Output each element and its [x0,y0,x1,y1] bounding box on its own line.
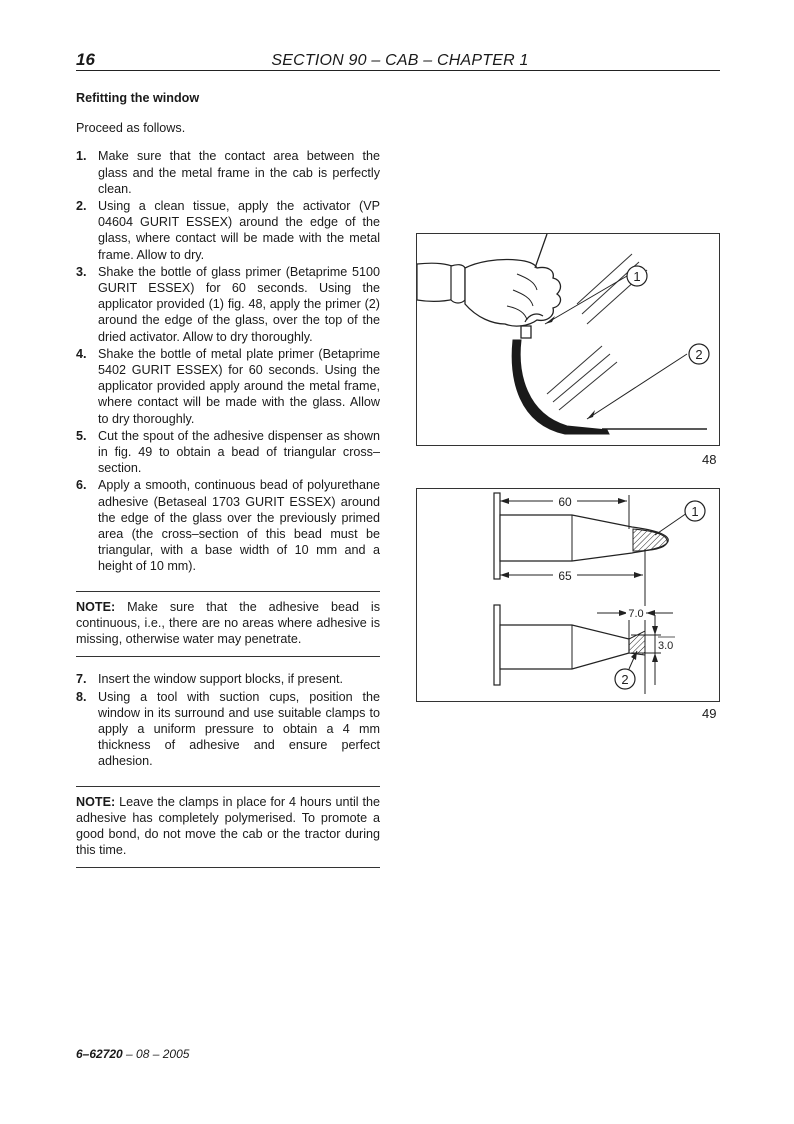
list-item [76,264,380,345]
footer [76,1047,189,1061]
callout-leader-1 [655,513,687,535]
step-number: 8. [76,689,87,704]
step-number: 4. [76,346,87,361]
list-item [76,346,380,427]
figure-49-nozzle-diagram [416,488,720,702]
note-text: Leave the clamps in place for 4 hours until the adhesive has completely polymerised. To promote a good bond, do not move the cab or the tractor during this time. [76,794,380,858]
nozzle-body-bottom [500,625,629,669]
list-item [76,428,380,477]
applicator-tip [521,326,531,338]
arrowhead [500,572,509,578]
cuff [451,265,465,303]
step-text: Cut the spout of the adhesive dispenser as shown in fig. 49 to obtain a bead of triangular cross–section. [98,428,380,476]
note-label: NOTE: [76,599,116,614]
list-item [76,148,380,197]
list-item [76,477,380,574]
figure-number-49: 49 [702,706,717,721]
step-number: 2. [76,199,87,214]
list-item [76,671,380,687]
intro-text: Proceed as follows. [76,121,186,136]
cut-section-hatch [633,529,667,551]
dimension-label-60: 60 [558,495,572,509]
step-text: Using a tool with suction cups, position the window in its surround and use suitable clamps to apply a uniform pressure to obtain a 4 mm thickness of adhesive and ensure perfect adhesion. [98,689,380,769]
subheading: Refitting the window [76,91,200,105]
step-number: 7. [76,672,87,687]
note-label: NOTE: [76,794,116,809]
figure-49-drawing [417,489,719,701]
step-number: 1. [76,149,87,164]
nozzle-flange-top [494,493,500,579]
arrowhead [634,572,643,578]
footer-code: 6–62720 [76,1047,123,1061]
step-text: Insert the window support blocks, if present. [98,672,344,687]
callout-1-label: 1 [691,504,699,519]
applicator-wand [535,234,547,268]
callout-2-label: 2 [621,672,629,687]
sleeve [417,263,455,301]
step-text: Using a clean tissue, apply the activator (VP 04604 GURIT ESSEX) around the edge of the glass, where contact will be made with the metal frame. Allow to dry. [98,199,380,262]
dimension-label-3: 3.0 [658,640,674,652]
callout-leader-2 [587,354,687,419]
note-box [76,591,380,658]
step-text: Apply a smooth, continuous bead of polyurethane adhesive (Betaseal 1703 GURIT ESSEX) around the edge of the glass over the previously primed area (the cross–section of this bead must be triangular, with a base width of 10 mm and a height of 10 mm). [98,478,380,574]
figure-48-drawing [417,234,719,445]
hand [465,259,560,326]
step-number: 5. [76,428,87,443]
list-item [76,198,380,263]
dimension-label-65: 65 [558,569,572,583]
note-text: Make sure that the adhesive bead is continuous, i.e., there are no areas where adhesive is missing, otherwise water may penetrate. [76,599,380,647]
header-rule [76,70,720,71]
step-number: 3. [76,264,87,279]
nozzle-flange-bottom [494,605,500,685]
arrowhead [500,498,509,504]
figure-48-applicator-illustration [416,233,720,446]
callout-1-label: 1 [633,269,641,284]
arrowhead [652,626,658,635]
page-number: 16 [76,50,95,69]
steps-list-continued [76,671,380,769]
step-text: Shake the bottle of glass primer (Betaprime 5100 GURIT ESSEX) for 60 seconds. Using the applicator provided (1) fig. 48, apply the primer (2) around the edge of the glass, over the top of the dried activator. Allow to dry thoroughly. [98,264,380,344]
step-number: 6. [76,478,87,493]
figure-number-48: 48 [702,452,717,467]
step-text: Shake the bottle of metal plate primer (Betaprime 5402 GURIT ESSEX) for 60 seconds. Using the applicator provided apply around the metal frame, where contact will be made with the glass. Allow to dry thoroughly. [98,346,380,426]
section-title: SECTION 90 – CAB – CHAPTER 1 [271,52,529,69]
arrowhead [646,610,655,616]
steps-list [76,148,380,574]
list-item [76,689,380,770]
dimension-label-7: 7.0 [628,608,644,620]
note-box [76,786,380,869]
step-text: Make sure that the contact area between the glass and the metal frame in the cab is perfectly clean. [98,149,380,196]
callout-2-label: 2 [695,347,703,362]
arrowhead [652,653,658,662]
primer-bead [512,340,609,434]
arrowhead [618,498,627,504]
footer-date: – 08 – 2005 [122,1047,190,1061]
instructions-column [76,90,380,882]
